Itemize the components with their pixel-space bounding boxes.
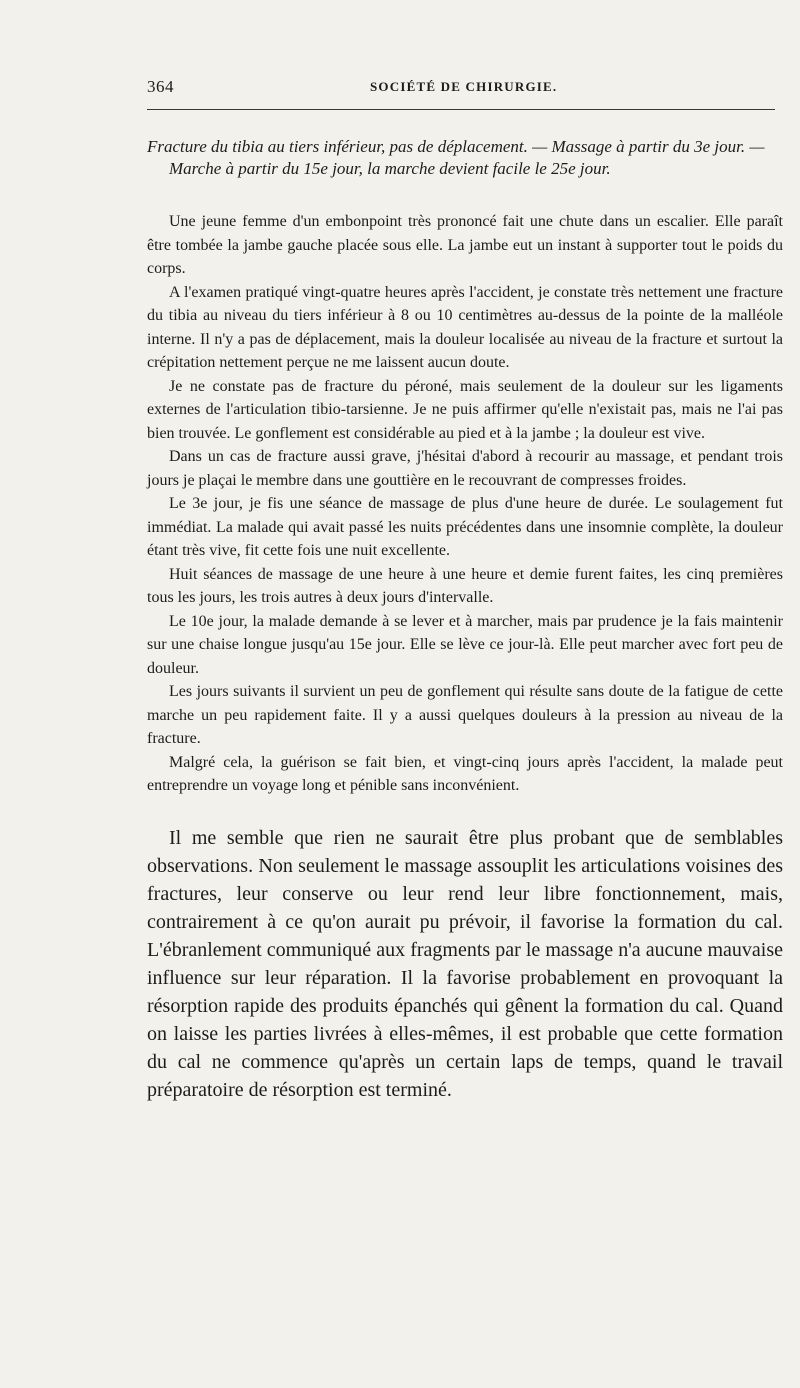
observation-title: Fracture du tibia au tiers inférieur, pas de déplacement. — Massage à partir du 3e jour. — Marche à partir du 15e jour, la marche devient facile le 25e jour. (147, 137, 765, 178)
observation-paragraph: Le 10e jour, la malade demande à se lever et à marcher, mais par prudence je la fais maintenir sur une chaise longue jusqu'au 15e jour. Elle se lève ce jour-là. Elle peut marcher avec fort peu de douleur. (147, 612, 783, 677)
page-number: 364 (147, 77, 174, 96)
observation-paragraph: Les jours suivants il survient un peu de gonflement qui résulte sans doute de la fatigue de cette marche un peu rapidement faite. Il y a aussi quelques douleurs à la pression au niveau de la fracture. (147, 683, 783, 747)
header-rule (147, 109, 775, 110)
observation-paragraph: A l'examen pratiqué vingt-quatre heures après l'accident, je constate très nettement une fracture du tibia au niveau du tiers inférieur à 8 ou 10 centimètres au-dessus de la pointe de la malléole interne. Il n'y a pas de déplacement, mais la douleur localisée au niveau de la fracture et surtout la crépitation nettement perçue ne me laissent aucun doute. (147, 283, 783, 371)
page-content (147, 136, 783, 1104)
observation-paragraph: Le 3e jour, je fis une séance de massage de plus d'une heure de durée. Le soulagement fut immédiat. La malade qui avait passé les nuits précédentes dans une insomnie complète, la douleur étant très vive, fit cette fois une nuit excellente. (147, 495, 783, 559)
observation-paragraph: Malgré cela, la guérison se fait bien, et vingt-cinq jours après l'accident, la malade peut entreprendre un voyage long et pénible sans inconvénient. (147, 753, 783, 794)
observation-paragraph: Une jeune femme d'un embonpoint très prononcé fait une chute dans un escalier. Elle paraît être tombée la jambe gauche placée sous elle. La jambe eut un instant à supporter tout le poids du corps. (147, 213, 783, 277)
conclusion-body (147, 824, 783, 1104)
running-head: SOCIÉTÉ DE CHIRURGIE. (370, 79, 558, 94)
conclusion-paragraph: Il me semble que rien ne saurait être plus probant que de semblables observations. Non seulement le massage assouplit les articulations voisines des fractures, leur conserve ou leur rend leur libre fonctionnement, mais, contrairement à ce qu'on aurait pu prévoir, il favorise la formation du cal. L'ébranlement communiqué aux fragments par le massage n'a aucune mauvaise influence sur leur réparation. Il la favorise probablement en provoquant la résorption rapide des produits épanchés qui gênent la formation du cal. Quand on laisse les parties livrées à elles-mêmes, il est probable que cette formation du cal ne commence qu'après un certain laps de temps, quand le travail préparatoire de résorption est terminé. (147, 826, 783, 1101)
observation-paragraph: Huit séances de massage de une heure à une heure et demie furent faites, les cinq premières tous les jours, les trois autres à deux jours d'intervalle. (147, 565, 783, 606)
observation-paragraph: Dans un cas de fracture aussi grave, j'hésitai d'abord à recourir au massage, et pendant trois jours je plaçai le membre dans une gouttière en le recouvrant de compresses froides. (147, 448, 783, 489)
observation-body (147, 210, 783, 798)
observation-paragraph: Je ne constate pas de fracture du péroné, mais seulement de la douleur sur les ligaments externes de l'articulation tibio-tarsienne. Je ne puis affirmer qu'elle n'existait pas, mais ne l'ai pas bien trouvée. Le gonflement est considérable au pied et à la jambe ; la douleur est vive. (147, 377, 783, 442)
